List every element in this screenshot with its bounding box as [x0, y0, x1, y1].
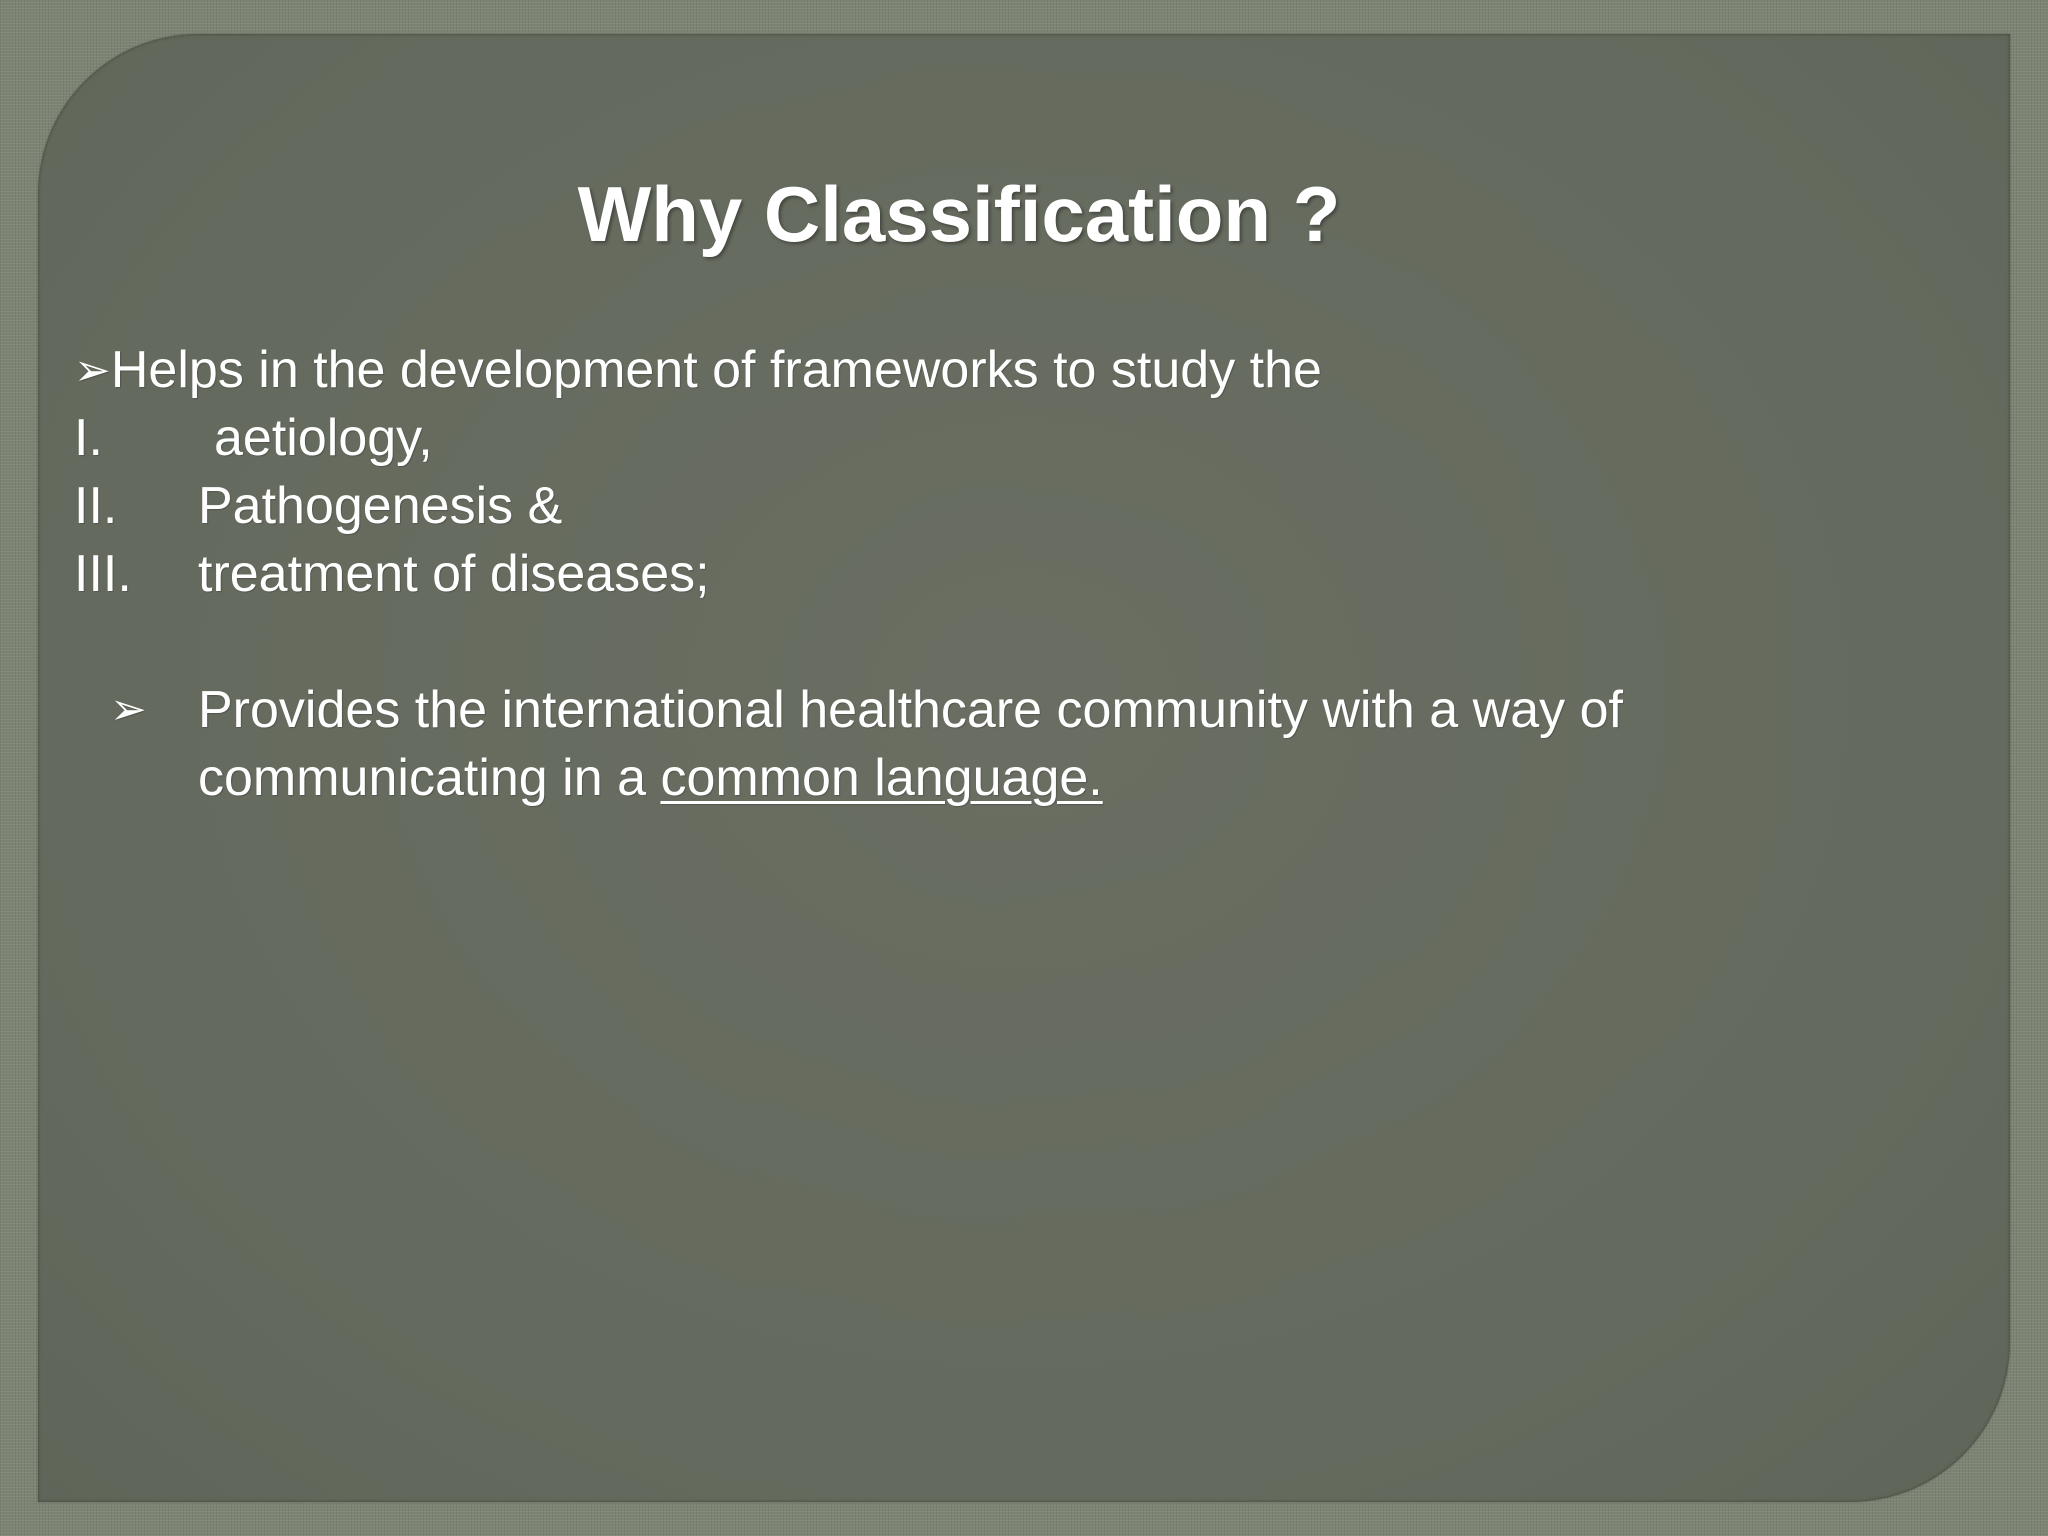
bullet-helps-text: Helps in the development of frameworks to study the [110, 341, 1322, 399]
list-item-text: Pathogenesis & [198, 477, 563, 535]
arrow-bullet-icon: ➢ [74, 345, 111, 396]
arrow-bullet-icon: ➢ [110, 684, 147, 735]
list-item-text: aetiology, [214, 409, 433, 467]
list-item-text: treatment of diseases; [198, 545, 710, 603]
bullet-provides-line2 [198, 744, 1103, 812]
bullet-helps [74, 336, 1322, 405]
list-numeral: I. [74, 409, 103, 467]
common-language-link[interactable]: common language. [660, 749, 1103, 807]
bullet-provides-line1: Provides the international healthcare community with a way of [198, 681, 1623, 739]
list-numeral: II. [74, 477, 118, 535]
list-numeral: III. [74, 545, 132, 603]
slide-title: Why Classification ? [577, 170, 1341, 258]
slide-panel [38, 34, 2010, 1502]
bullet-provides-line2-prefix: communicating in a [198, 749, 661, 807]
